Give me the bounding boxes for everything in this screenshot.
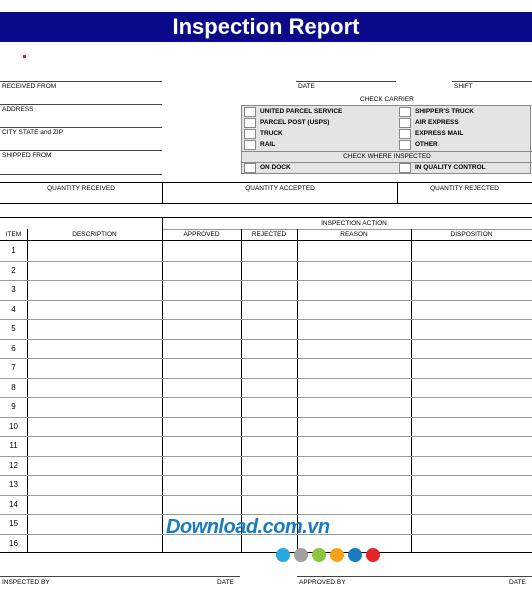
table-row[interactable] bbox=[0, 436, 532, 437]
table-row[interactable] bbox=[0, 261, 532, 262]
check-carrier-heading: CHECK CARRIER bbox=[360, 96, 414, 103]
row-number: 6 bbox=[11, 343, 16, 353]
table-row[interactable] bbox=[0, 514, 532, 515]
city-line[interactable] bbox=[0, 150, 162, 151]
table-row[interactable] bbox=[0, 495, 532, 496]
carrier-divider bbox=[242, 151, 532, 152]
carrier-truck: TRUCK bbox=[260, 130, 283, 137]
table-row[interactable] bbox=[0, 280, 532, 281]
approved-by-label: APPROVED BY bbox=[299, 579, 346, 586]
carrier-express-mail: EXPRESS MAIL bbox=[415, 130, 464, 137]
row-number: 8 bbox=[11, 382, 16, 392]
checkbox-express-mail[interactable] bbox=[399, 129, 411, 139]
carrier-rail: RAIL bbox=[260, 141, 276, 148]
inspection-action-heading: INSPECTION ACTION bbox=[321, 220, 387, 227]
col-description: DESCRIPTION bbox=[72, 231, 117, 238]
shipped-from-label: SHIPPED FROM bbox=[2, 152, 52, 159]
row-number: 14 bbox=[9, 499, 18, 509]
col-item: ITEM bbox=[5, 231, 22, 238]
col-divider-4 bbox=[297, 229, 298, 553]
watermark-logo: Download.com.vn bbox=[166, 516, 330, 538]
carrier-air-express: AIR EXPRESS bbox=[415, 119, 459, 126]
table-row[interactable] bbox=[0, 358, 532, 359]
row-number: 1 bbox=[11, 246, 16, 255]
table-row[interactable] bbox=[0, 475, 532, 476]
col-rejected: REJECTED bbox=[251, 231, 287, 238]
checkbox-in-quality-control[interactable] bbox=[399, 163, 411, 173]
col-reason: REASON bbox=[340, 231, 368, 238]
quantity-received-label: QUANTITY RECEIVED bbox=[47, 185, 115, 192]
col-divider-2 bbox=[162, 218, 163, 553]
col-disposition: DISPOSITION bbox=[450, 231, 493, 238]
address-line-top[interactable] bbox=[0, 104, 162, 105]
approved-date-label: DATE bbox=[509, 579, 526, 586]
watermark-dot bbox=[330, 548, 344, 562]
address-line[interactable] bbox=[0, 127, 162, 128]
approved-by-line[interactable] bbox=[297, 576, 532, 577]
checkbox-rail[interactable] bbox=[244, 140, 256, 150]
shipped-from-line[interactable] bbox=[0, 174, 162, 175]
quantity-rejected-label: QUANTITY REJECTED bbox=[430, 185, 499, 192]
watermark-dot bbox=[312, 548, 326, 562]
col-divider-3 bbox=[241, 229, 242, 553]
watermark-dot bbox=[348, 548, 362, 562]
row-number: 13 bbox=[9, 480, 18, 489]
row-number: 11 bbox=[9, 441, 18, 450]
col-approved: APPROVED bbox=[183, 231, 220, 238]
address-label: ADDRESS bbox=[2, 106, 34, 113]
inspection-table bbox=[0, 217, 532, 553]
carrier-shippers-truck: SHIPPER'S TRUCK bbox=[415, 108, 474, 115]
inspected-by-line[interactable] bbox=[0, 576, 240, 577]
carrier-box bbox=[241, 105, 531, 174]
received-from-label: RECEIVED FROM bbox=[2, 83, 57, 90]
quantity-row bbox=[0, 182, 532, 204]
carrier-other: OTHER bbox=[415, 141, 438, 148]
checkbox-other[interactable] bbox=[399, 140, 411, 150]
row-number: 15 bbox=[9, 519, 18, 528]
quantity-accepted-label: QUANTITY ACCEPTED bbox=[245, 185, 315, 192]
red-mark bbox=[23, 55, 26, 58]
table-row[interactable] bbox=[0, 339, 532, 340]
watermark-dot bbox=[366, 548, 380, 562]
row-number: 7 bbox=[11, 363, 16, 372]
row-number: 10 bbox=[9, 421, 18, 431]
row-number: 2 bbox=[11, 265, 16, 275]
carrier-parcel-post: PARCEL POST (USPS) bbox=[260, 119, 330, 126]
row-number: 3 bbox=[11, 285, 16, 294]
row-number: 16 bbox=[9, 538, 18, 548]
table-row[interactable] bbox=[0, 300, 532, 301]
checkbox-truck[interactable] bbox=[244, 129, 256, 139]
inspected-date-label: DATE bbox=[217, 579, 234, 586]
header-divider bbox=[0, 240, 532, 241]
shift-label: SHIFT bbox=[454, 83, 473, 90]
table-row[interactable] bbox=[0, 397, 532, 398]
table-row[interactable] bbox=[0, 456, 532, 457]
inspected-by-label: INSPECTED BY bbox=[2, 579, 50, 586]
checkbox-air-express[interactable] bbox=[399, 118, 411, 128]
row-number: 9 bbox=[11, 402, 16, 411]
row-number: 5 bbox=[11, 324, 16, 333]
checkbox-ups[interactable] bbox=[244, 107, 256, 117]
watermark-dot bbox=[276, 548, 290, 562]
col-divider-1 bbox=[27, 229, 28, 553]
shift-line[interactable] bbox=[452, 81, 532, 82]
checkbox-shippers-truck[interactable] bbox=[399, 107, 411, 117]
col-divider-5 bbox=[411, 229, 412, 553]
watermark-dot bbox=[294, 548, 308, 562]
where-on-dock: ON DOCK bbox=[260, 164, 291, 171]
received-from-line[interactable] bbox=[0, 81, 162, 82]
date-line[interactable] bbox=[296, 81, 396, 82]
table-row[interactable] bbox=[0, 417, 532, 418]
table-row[interactable] bbox=[0, 378, 532, 379]
check-where-inspected-heading: CHECK WHERE INSPECTED bbox=[343, 153, 431, 160]
row-number: 12 bbox=[9, 460, 18, 470]
city-state-zip-label: CITY STATE and ZIP bbox=[2, 129, 64, 136]
where-divider bbox=[242, 162, 532, 163]
date-label: DATE bbox=[298, 83, 315, 90]
row-number: 4 bbox=[11, 304, 16, 314]
checkbox-on-dock[interactable] bbox=[244, 163, 256, 173]
table-row[interactable] bbox=[0, 319, 532, 320]
checkbox-parcel-post[interactable] bbox=[244, 118, 256, 128]
where-in-quality-control: IN QUALITY CONTROL bbox=[415, 164, 486, 171]
carrier-ups: UNITED PARCEL SERVICE bbox=[260, 108, 343, 115]
page-title: Inspection Report bbox=[0, 12, 532, 42]
